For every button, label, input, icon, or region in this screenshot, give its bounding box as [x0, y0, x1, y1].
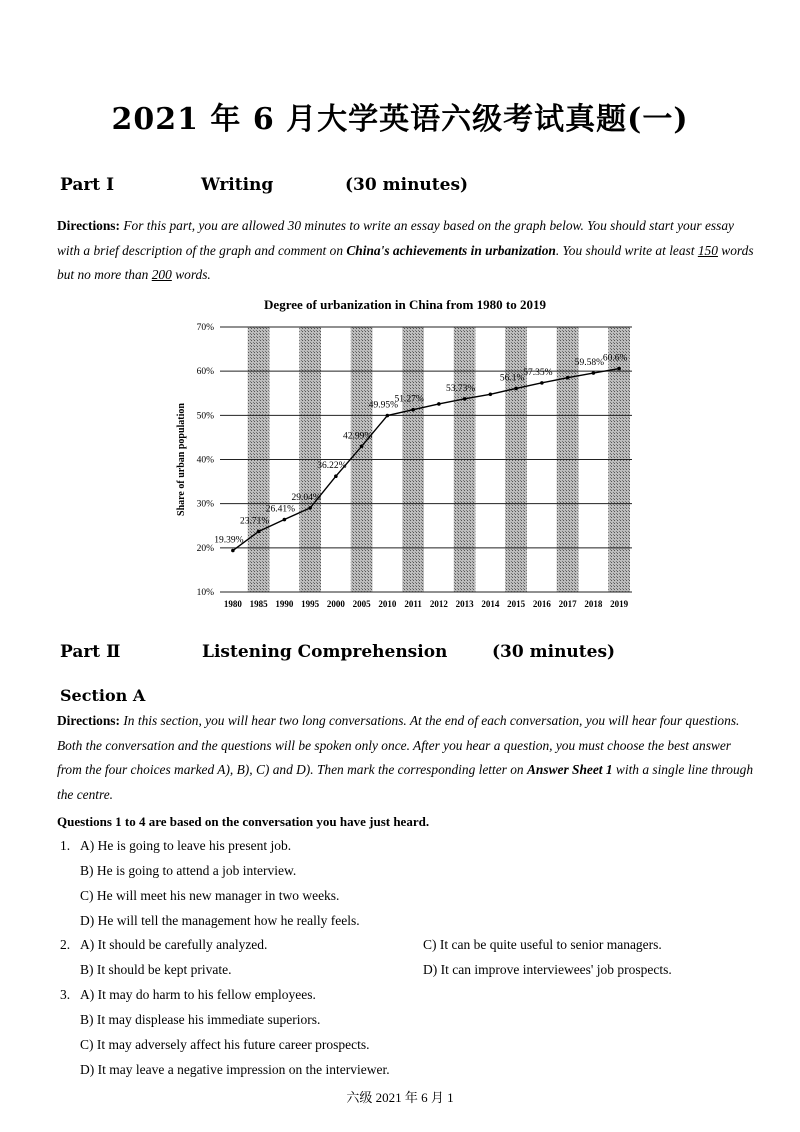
part2-label: Part Ⅱ: [60, 642, 121, 662]
part1-header: [60, 175, 760, 197]
data-label: 29.04%: [291, 492, 321, 503]
q2-number: 2.: [60, 937, 71, 952]
x-tick-label: 2000: [326, 599, 345, 609]
directions-text: For this part, you are allowed 30 minutes to write an essay based on the graph below. You should start your essay with a brief description of the graph and comment on: [57, 218, 734, 258]
x-tick-label: 2005: [352, 599, 371, 609]
data-point: [257, 530, 261, 534]
part2-directions: [57, 709, 757, 807]
data-label: 56.1%: [499, 373, 525, 384]
x-tick-label: 1995: [301, 599, 320, 609]
q3-option-d: D) It may leave a negative impression on the interviewer.: [80, 1062, 390, 1077]
x-tick-label: 2018: [584, 599, 603, 609]
q3-option-a: A) It may do harm to his fellow employees.: [80, 987, 316, 1002]
data-label: 60.6%: [602, 353, 628, 364]
q1-option-d: D) He will tell the management how he really feels.: [80, 913, 360, 928]
data-label: 19.39%: [214, 535, 244, 546]
q1-number: 1.: [60, 838, 71, 853]
directions-text-2: . You should write at least: [555, 242, 695, 258]
x-tick-label: 2017: [558, 599, 577, 609]
data-point: [231, 549, 235, 553]
page-title: 2021 年 6 月大学英语六级考试真题(一): [111, 102, 689, 137]
y-tick-label: 10%: [196, 588, 214, 598]
y-axis-label: Share of urban population: [176, 403, 187, 516]
x-tick-label: 2011: [404, 599, 422, 609]
directions-text: In this section, you will hear two long conversations. At the end of each conversation, you will hear four questions. Both the conversation and the questions will be spoken only once. After you hear a question, you must choose the best answer from the four choices marked A), B), C) and D). Then mark the corresponding letter on: [57, 713, 740, 777]
y-tick-label: 50%: [196, 411, 214, 422]
data-point: [308, 506, 312, 510]
data-point: [592, 371, 596, 375]
directions-label: Directions:: [57, 713, 120, 728]
q2-option-c: C) It can be quite useful to senior managers.: [423, 937, 662, 952]
data-label: 53.73%: [445, 383, 476, 394]
data-point: [411, 408, 415, 412]
y-tick-label: 30%: [196, 499, 214, 510]
q3-number: 3.: [60, 987, 71, 1002]
q1-option-a: A) He is going to leave his present job.: [80, 838, 292, 853]
chart-svg: [170, 292, 640, 617]
questions-heading: Questions 1 to 4 are based on the conversation you have just heard.: [57, 814, 430, 829]
x-tick-label: 2014: [481, 599, 500, 609]
part1-label: Part Ⅰ: [60, 175, 115, 195]
data-label: 51.27%: [394, 394, 424, 405]
directions-text-4: words.: [175, 267, 211, 282]
data-point: [617, 367, 621, 371]
data-label: 49.95%: [368, 400, 399, 411]
y-tick-label: 40%: [196, 455, 214, 466]
q2-option-d: D) It can improve interviewees' job prospects.: [423, 962, 672, 977]
x-tick-label: 2016: [532, 599, 551, 609]
data-point: [360, 444, 364, 448]
data-point: [386, 414, 390, 418]
part1-directions: [57, 214, 757, 288]
page-footer: 六级 2021 年 6 月 1: [346, 1090, 454, 1105]
x-tick-label: 2010: [378, 599, 397, 609]
x-tick-label: 2013: [455, 599, 474, 609]
max-words: 200: [151, 267, 172, 282]
q2-option-a: A) It should be carefully analyzed.: [80, 937, 268, 952]
directions-text-3: words but no more than: [57, 242, 754, 282]
data-label: 23.71%: [239, 516, 270, 527]
data-point: [437, 402, 441, 406]
x-tick-label: 1985: [249, 599, 268, 609]
q2-option-b: B) It should be kept private.: [80, 962, 232, 977]
min-words: 150: [697, 242, 718, 258]
data-label: 36.22%: [317, 461, 347, 472]
x-tick-label: 2015: [507, 599, 526, 609]
y-tick-label: 60%: [196, 367, 214, 378]
x-tick-label: 2012: [429, 599, 448, 609]
data-point: [334, 474, 338, 478]
data-label: 26.41%: [265, 504, 296, 515]
q1-option-c: C) He will meet his new manager in two weeks.: [80, 888, 340, 903]
data-point: [566, 376, 570, 380]
q3-option-c: C) It may adversely affect his future career prospects.: [80, 1037, 370, 1052]
y-tick-label: 20%: [196, 543, 214, 554]
directions-label: Directions:: [57, 218, 120, 233]
chart-title: Degree of urbanization in China from 1980 to 2019: [264, 297, 546, 312]
directions-topic: China's achievements in urbanization: [346, 242, 556, 258]
answer-sheet-ref: Answer Sheet 1: [526, 762, 613, 777]
data-point: [489, 392, 493, 396]
x-tick-label: 1980: [223, 599, 242, 609]
part2-time: (30 minutes): [492, 642, 616, 662]
part2-name: Listening Comprehension: [202, 642, 448, 662]
q3-option-b: B) It may displease his immediate superiors.: [80, 1012, 321, 1027]
data-point: [283, 518, 287, 522]
data-label: 57.35%: [523, 367, 553, 378]
directions-text-2: with a single line through the centre.: [57, 762, 754, 802]
part1-name: Writing: [201, 175, 274, 195]
section-a-heading: Section A: [60, 686, 146, 705]
q1-option-b: B) He is going to attend a job interview.: [80, 863, 297, 878]
data-point: [463, 397, 467, 401]
urbanization-chart: [170, 292, 640, 617]
part2-header: [60, 642, 760, 664]
y-tick-label: 70%: [196, 323, 214, 333]
data-point: [540, 381, 544, 385]
part1-time: (30 minutes): [345, 175, 469, 195]
x-tick-label: 1990: [275, 599, 294, 609]
x-tick-label: 2019: [610, 599, 629, 609]
data-label: 59.58%: [574, 358, 605, 369]
data-label: 42.99%: [342, 431, 373, 442]
data-point: [514, 387, 518, 391]
